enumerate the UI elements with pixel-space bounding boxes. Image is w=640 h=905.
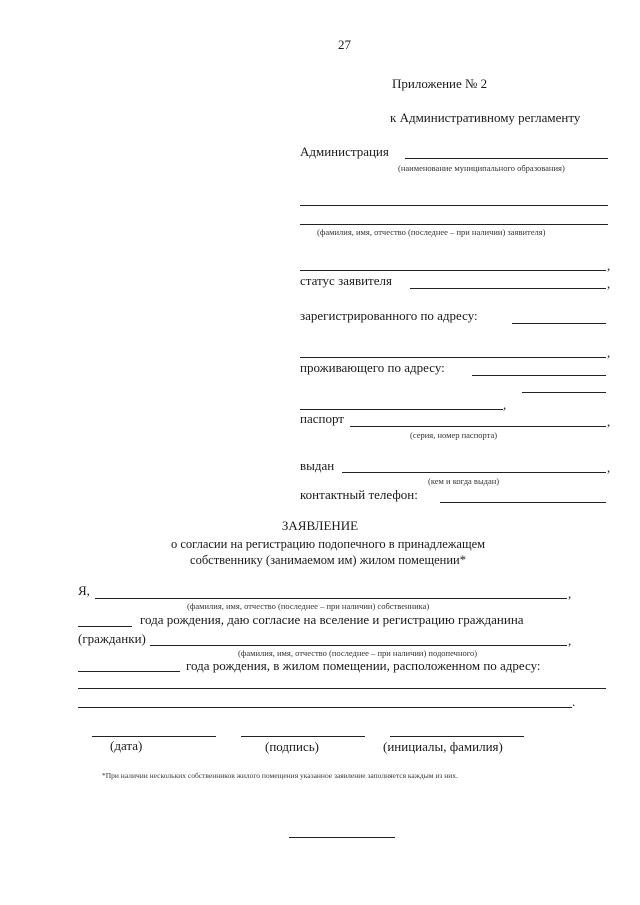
comma: , — [568, 586, 572, 601]
ward-hint: (фамилия, имя, отчество (последнее – при наличии) подопечного) — [238, 648, 478, 658]
comma: , — [607, 460, 611, 475]
i-label: Я, — [78, 583, 90, 598]
status-label: статус заявителя — [300, 273, 392, 288]
residing-field-3[interactable] — [300, 409, 503, 410]
phone-field[interactable] — [440, 502, 606, 503]
address-field-2[interactable] — [78, 707, 572, 708]
administration-label: Администрация — [300, 144, 389, 159]
initials-field[interactable] — [390, 736, 524, 737]
administration-hint: (наименование муниципального образования) — [398, 163, 565, 173]
comma: , — [607, 345, 611, 360]
period: . — [572, 694, 576, 709]
phone-label: контактный телефон: — [300, 487, 418, 502]
owner-birth-year-field[interactable] — [78, 626, 132, 627]
initials-label: (инициалы, фамилия) — [383, 739, 503, 754]
owner-name-field[interactable] — [95, 598, 567, 599]
registered-label: зарегистрированного по адресу: — [300, 308, 478, 323]
status-field[interactable] — [410, 288, 606, 289]
ward-birth-year-field[interactable] — [78, 671, 180, 672]
issued-hint: (кем и когда выдан) — [428, 476, 500, 486]
date-label: (дата) — [110, 738, 143, 753]
applicant-extra-field[interactable] — [300, 270, 606, 271]
citizen-label: (гражданки) — [78, 631, 146, 646]
registered-field-2[interactable] — [300, 357, 606, 358]
appendix-title: Приложение № 2 — [392, 76, 488, 91]
issued-field[interactable] — [342, 472, 606, 473]
comma: , — [568, 633, 572, 648]
ward-name-field[interactable] — [150, 645, 567, 646]
owner-hint: (фамилия, имя, отчество (последнее – при наличии) собственника) — [187, 601, 430, 611]
passport-field[interactable] — [350, 426, 606, 427]
statement-subtitle-2: собственнику (занимаемом им) жилом помещении* — [190, 553, 466, 567]
comma: , — [607, 258, 611, 273]
registered-field-1[interactable] — [512, 323, 606, 324]
residing-field-1[interactable] — [472, 375, 606, 376]
footnote: *При наличии нескольких собственников жилого помещения указанное заявление заполняется каждым из них. — [102, 771, 458, 780]
consent-text: года рождения, даю согласие на вселение и регистрацию гражданина — [140, 612, 524, 627]
statement-subtitle-1: о согласии на регистрацию подопечного в принадлежащем — [170, 537, 486, 551]
statement-title: ЗАЯВЛЕНИЕ — [281, 518, 359, 533]
passport-hint: (серия, номер паспорта) — [410, 430, 498, 440]
comma: , — [503, 397, 507, 412]
date-field[interactable] — [92, 736, 216, 737]
applicant-name-hint: (фамилия, имя, отчество (последнее – при наличии) заявителя) — [317, 227, 546, 237]
administration-field[interactable] — [405, 158, 608, 159]
bottom-divider — [289, 837, 395, 838]
page-number: 27 — [338, 37, 351, 52]
residing-field-2[interactable] — [522, 392, 606, 393]
applicant-name-field-2[interactable] — [300, 224, 608, 225]
address-text: года рождения, в жилом помещении, расположенном по адресу: — [186, 658, 541, 673]
passport-label: паспорт — [300, 411, 344, 426]
appendix-subtitle: к Административному регламенту — [390, 110, 581, 125]
applicant-name-field-1[interactable] — [300, 205, 608, 206]
signature-label: (подпись) — [265, 739, 319, 754]
signature-field[interactable] — [241, 736, 365, 737]
comma: , — [607, 414, 611, 429]
address-field-1[interactable] — [78, 688, 606, 689]
residing-label: проживающего по адресу: — [300, 360, 445, 375]
comma: , — [607, 276, 611, 291]
issued-label: выдан — [300, 458, 335, 473]
